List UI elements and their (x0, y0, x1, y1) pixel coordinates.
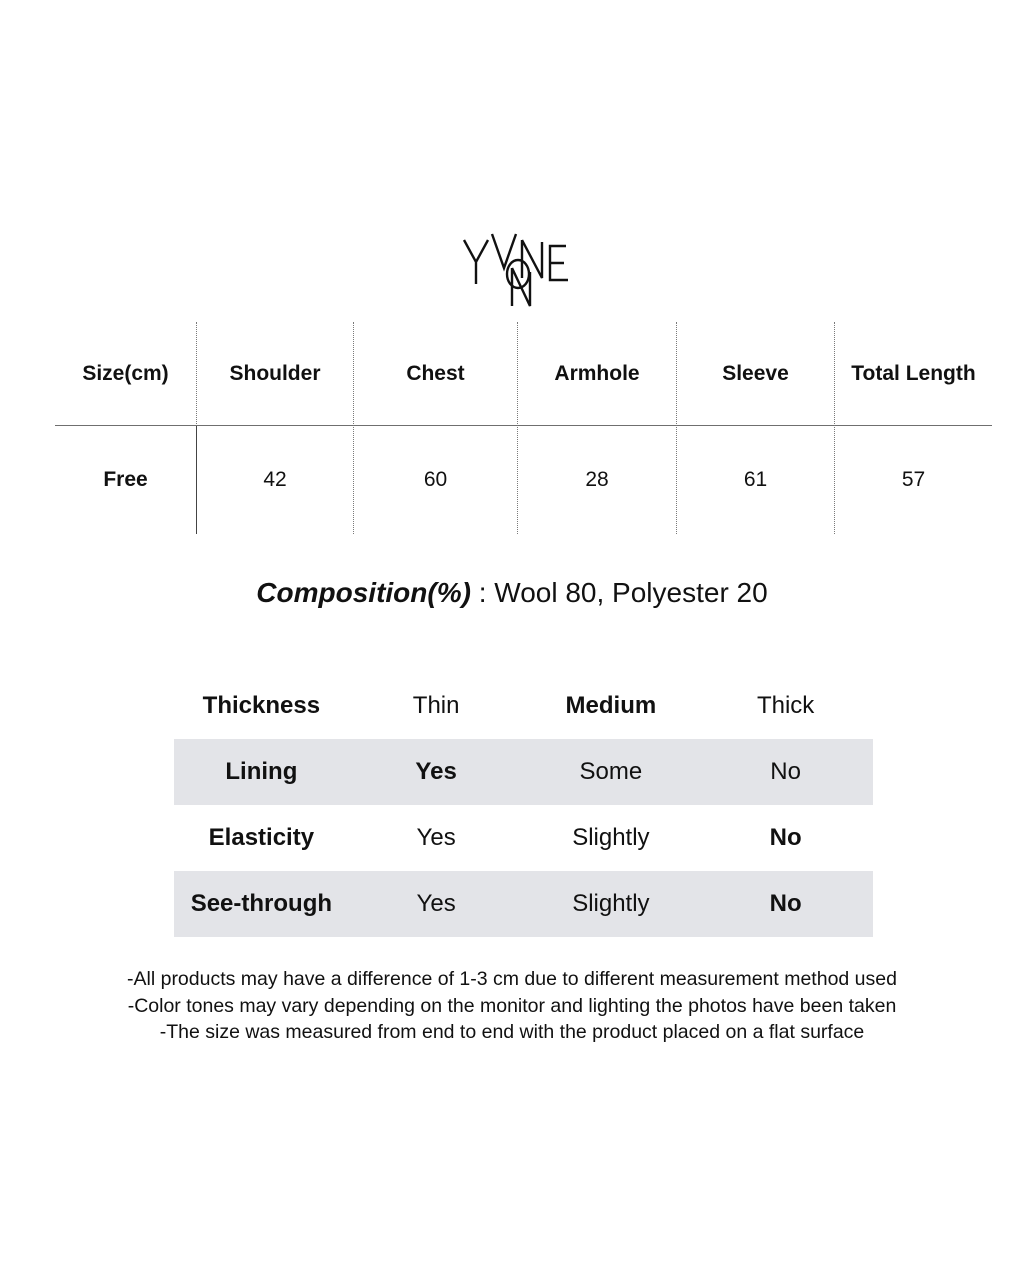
attribute-row-thickness (174, 673, 873, 739)
fabric-attributes-table (174, 673, 873, 937)
note-line: -Color tones may vary depending on the monitor and lighting the photos have been taken (127, 994, 897, 1017)
header-total-length: Total Length (851, 361, 976, 385)
header-sleeve: Sleeve (722, 361, 789, 385)
attribute-row-elasticity (174, 805, 873, 871)
attribute-option: Thick (756, 692, 815, 719)
header-size: Size(cm) (82, 361, 169, 385)
attribute-option-selected: Yes (415, 758, 457, 785)
yvonne-monogram-logo-icon (462, 228, 586, 310)
attribute-name: Elasticity (208, 824, 315, 851)
sleeve-value: 61 (743, 468, 768, 491)
attribute-option-selected: No (769, 824, 802, 851)
attribute-name: Lining (225, 758, 298, 785)
total-length-value: 57 (901, 468, 926, 491)
composition-separator: : (470, 577, 495, 608)
brand-logo (462, 228, 586, 310)
size-label: Free (103, 468, 148, 491)
composition-line (0, 574, 1024, 612)
attribute-option-selected: Medium (565, 692, 657, 719)
header-armhole: Armhole (554, 361, 640, 385)
chest-value: 60 (423, 468, 448, 491)
note-line: -The size was measured from end to end with the product placed on a flat surface (159, 1021, 865, 1043)
attribute-name: Thickness (202, 692, 321, 719)
armhole-value: 28 (585, 468, 609, 491)
composition-value: Wool 80, Polyester 20 (494, 577, 768, 608)
shoulder-value: 42 (263, 468, 287, 491)
attribute-option-selected: No (769, 890, 802, 917)
attribute-name: See-through (190, 890, 333, 917)
attribute-option: Yes (416, 890, 456, 917)
disclaimer-notes (0, 966, 1024, 1046)
size-table (55, 322, 992, 534)
attribute-option: No (770, 758, 801, 785)
note-line: -All products may have a difference of 1-3 cm due to different measurement method used (127, 968, 897, 990)
attribute-option: Thin (412, 692, 460, 719)
header-chest: Chest (406, 361, 465, 385)
attribute-option: Yes (416, 824, 456, 851)
header-shoulder: Shoulder (229, 361, 321, 385)
attribute-option: Slightly (572, 824, 650, 851)
composition-label: Composition(%) (256, 577, 471, 608)
attribute-option: Slightly (572, 890, 650, 917)
attribute-option: Some (579, 758, 643, 785)
attribute-row-lining (174, 739, 873, 805)
attribute-row-see-through (174, 871, 873, 937)
